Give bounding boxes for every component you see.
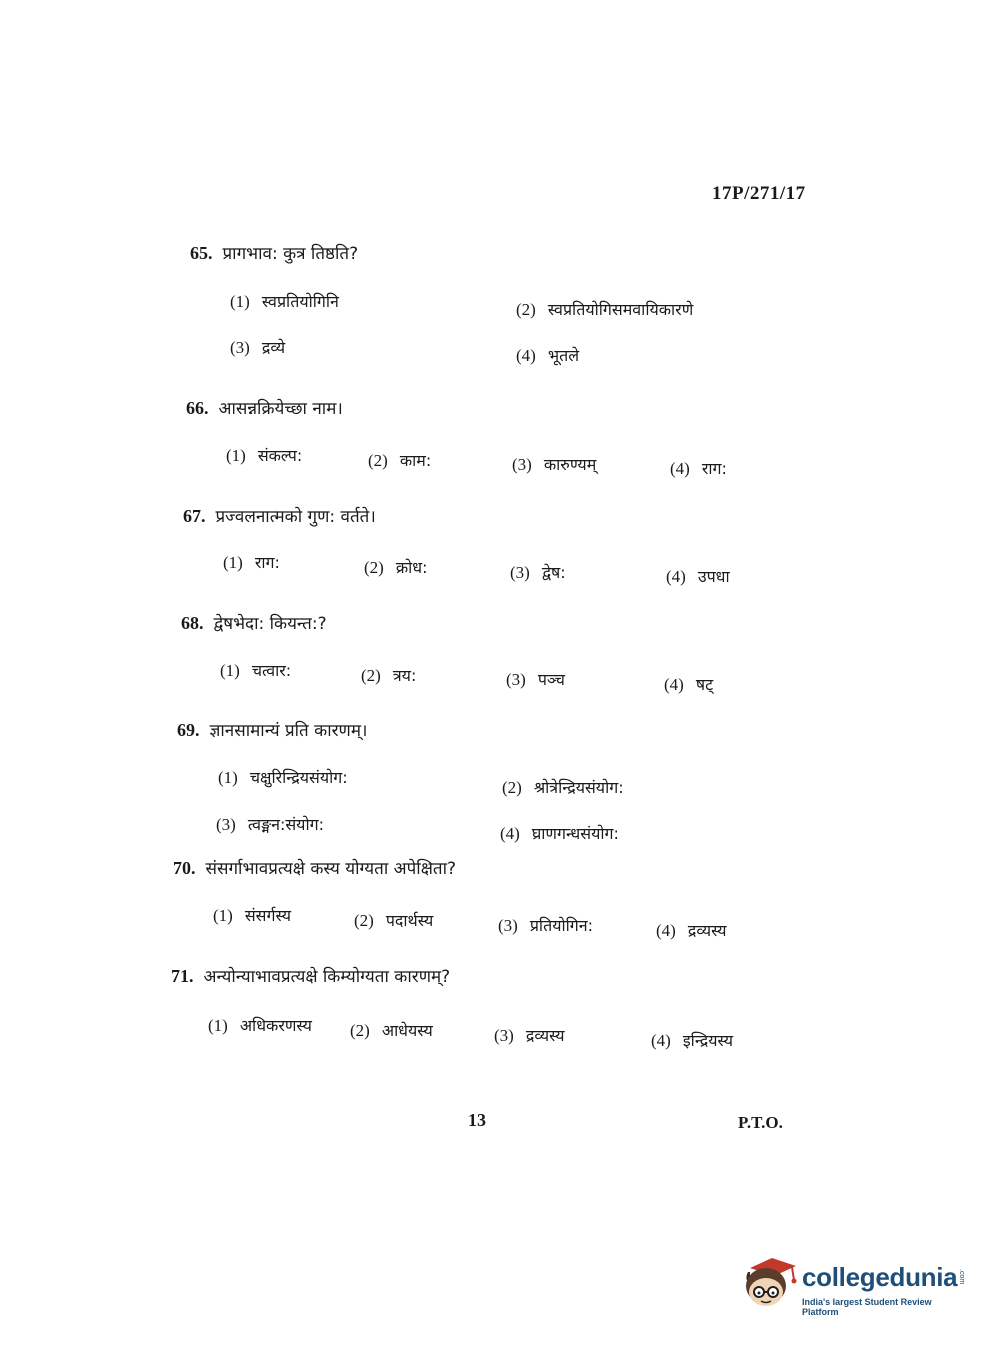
question-text: संसर्गाभावप्रत्यक्षे कस्य योग्यता अपेक्षिता?: [205, 859, 457, 879]
option-text: चत्वार:: [251, 661, 292, 680]
question-text: प्रागभाव: कुत्र तिष्ठति?: [222, 244, 359, 264]
option-text: षट्: [695, 675, 714, 694]
brand-name: collegedunia: [802, 1262, 958, 1292]
question-69: [177, 718, 367, 741]
page-number: 13: [468, 1110, 486, 1130]
option-number: (1): [208, 1016, 228, 1035]
option-number: (3): [512, 455, 532, 474]
option-text: पदार्थस्य: [385, 911, 434, 930]
option-text: पञ्च: [537, 670, 565, 689]
question-68: [181, 611, 327, 634]
option-1: [230, 290, 339, 312]
option-1: [213, 904, 291, 926]
option-number: (4): [656, 921, 676, 940]
option-1: [223, 551, 280, 573]
option-4: [664, 673, 713, 695]
option-3: [230, 336, 285, 358]
option-4: [656, 919, 727, 941]
option-text: भूतले: [547, 346, 580, 365]
question-70: [173, 856, 456, 879]
option-text: त्रय:: [392, 666, 417, 685]
option-text: द्रव्ये: [261, 338, 286, 357]
option-2: [364, 556, 428, 578]
option-text: क्रोध:: [395, 558, 428, 577]
option-number: (3): [216, 815, 236, 834]
question-67: [183, 504, 376, 527]
question-number: 65.: [190, 243, 213, 263]
option-3: [510, 561, 566, 583]
brand-tagline: India's largest Student Review Platform: [802, 1297, 932, 1317]
option-number: (4): [664, 675, 684, 694]
option-number: (3): [494, 1026, 514, 1045]
option-text: श्रोत्रेन्द्रियसंयोग:: [533, 778, 624, 797]
question-number: 71.: [171, 966, 194, 986]
option-2: [516, 298, 693, 320]
option-text: द्रव्यस्य: [687, 921, 727, 940]
option-number: (4): [651, 1031, 671, 1050]
option-2: [354, 909, 433, 931]
option-4: [651, 1029, 733, 1051]
question-text: आसन्नक्रियेच्छा नाम।: [218, 399, 343, 419]
option-2: [361, 664, 416, 686]
option-text: राग:: [254, 553, 280, 572]
pto-label: P.T.O.: [738, 1113, 783, 1132]
question-number: 69.: [177, 720, 200, 740]
option-number: (2): [368, 451, 388, 470]
question-text: ज्ञानसामान्यं प्रति कारणम्।: [209, 721, 368, 741]
option-text: काम:: [399, 451, 432, 470]
option-1: [208, 1014, 312, 1036]
question-number: 66.: [186, 398, 209, 418]
option-3: [494, 1024, 565, 1046]
option-number: (2): [354, 911, 374, 930]
option-number: (4): [670, 459, 690, 478]
option-number: (2): [502, 778, 522, 797]
option-text: कारुण्यम्: [543, 455, 597, 474]
question-text: द्वेषभेदा: कियन्त:?: [213, 614, 327, 634]
option-2: [368, 449, 431, 471]
option-4: [516, 344, 579, 366]
option-text: स्वप्रतियोगिसमवायिकारणे: [547, 300, 694, 319]
option-number: (1): [220, 661, 240, 680]
question-number: 68.: [181, 613, 204, 633]
question-text: प्रज्वलनात्मको गुण: वर्तते।: [215, 507, 376, 527]
option-text: इन्द्रियस्य: [682, 1031, 734, 1050]
option-text: द्रव्यस्य: [525, 1026, 565, 1045]
option-3: [498, 914, 593, 936]
option-number: (3): [230, 338, 250, 357]
option-4: [666, 565, 730, 587]
option-1: [220, 659, 291, 681]
option-1: [218, 766, 348, 788]
option-number: (1): [230, 292, 250, 311]
option-number: (2): [350, 1021, 370, 1040]
question-66: [186, 396, 343, 419]
option-number: (4): [500, 824, 520, 843]
option-text: उपधा: [697, 567, 730, 586]
option-text: प्रतियोगिन:: [529, 916, 594, 935]
option-2: [502, 776, 624, 798]
option-text: त्वङ्मन:संयोग:: [247, 815, 325, 834]
question-71: [171, 964, 450, 987]
option-4: [500, 822, 619, 844]
option-number: (3): [510, 563, 530, 582]
option-number: (4): [666, 567, 686, 586]
option-number: (2): [364, 558, 384, 577]
question-number: 67.: [183, 506, 206, 526]
option-number: (4): [516, 346, 536, 365]
option-text: घ्राणगन्धसंयोग:: [531, 824, 619, 843]
option-number: (1): [223, 553, 243, 572]
option-number: (1): [213, 906, 233, 925]
question-text: अन्योन्याभावप्रत्यक्षे किम्योग्यता कारणम्?: [203, 967, 451, 987]
option-number: (1): [218, 768, 238, 787]
option-text: चक्षुरिन्द्रियसंयोग:: [249, 768, 348, 787]
option-text: द्वेष:: [541, 563, 566, 582]
option-3: [512, 453, 596, 475]
option-2: [350, 1019, 433, 1041]
option-3: [506, 668, 565, 690]
option-4: [670, 457, 727, 479]
option-number: (3): [498, 916, 518, 935]
option-number: (2): [361, 666, 381, 685]
option-number: (1): [226, 446, 246, 465]
option-text: राग:: [701, 459, 727, 478]
option-text: स्वप्रतियोगिनि: [261, 292, 339, 311]
option-text: संकल्प:: [257, 446, 303, 465]
paper-code: 17P/271/17: [712, 183, 806, 204]
option-text: आधेयस्य: [381, 1021, 433, 1040]
option-number: (3): [506, 670, 526, 689]
question-65: [190, 241, 358, 264]
mascot-graduate-icon: [740, 1250, 800, 1312]
option-text: संसर्गस्य: [244, 906, 291, 925]
option-text: अधिकरणस्य: [239, 1016, 312, 1035]
question-number: 70.: [173, 858, 196, 878]
option-3: [216, 813, 324, 835]
brand-domain: .com: [958, 1269, 965, 1285]
collegedunia-watermark[interactable]: [740, 1250, 970, 1316]
option-1: [226, 444, 302, 466]
option-number: (2): [516, 300, 536, 319]
